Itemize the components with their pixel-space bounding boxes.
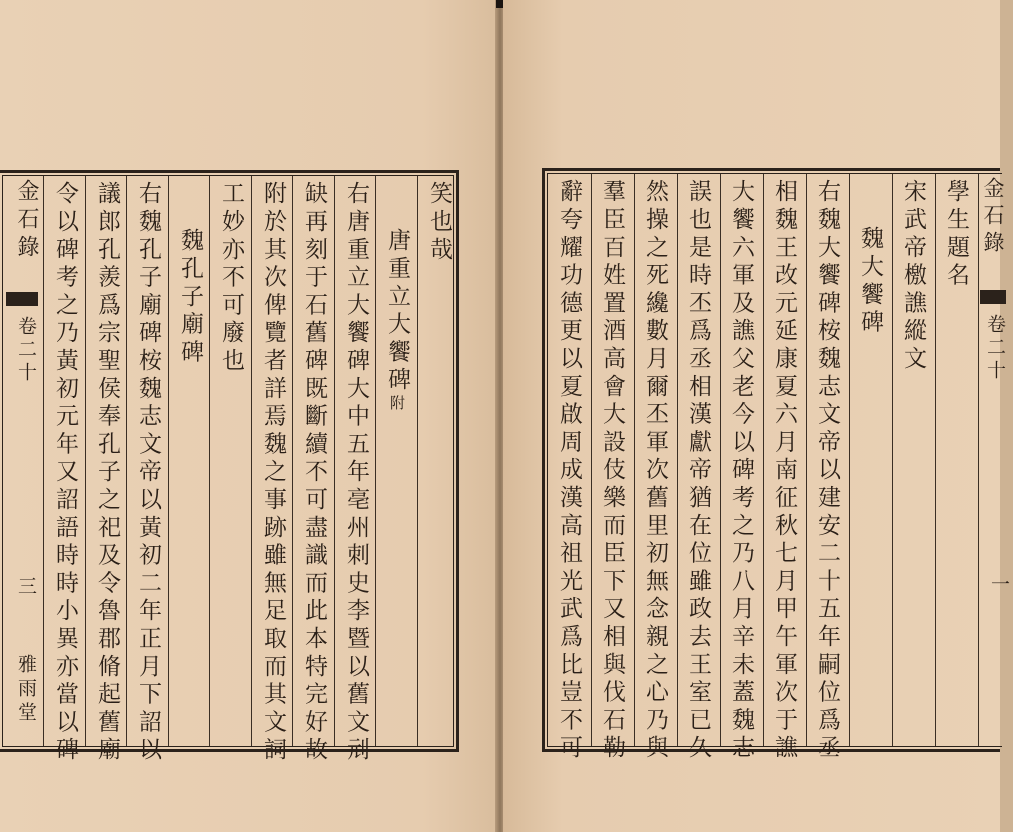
- column-rule: [892, 174, 893, 746]
- fold-juan: 卷二十: [984, 314, 1006, 383]
- fold-page-number: 三: [15, 576, 37, 599]
- text-column-2: 宋武帝檄譙縱文: [900, 179, 926, 374]
- column-rule: [677, 174, 678, 746]
- column-rule: [334, 176, 335, 746]
- column-rule: [935, 174, 936, 746]
- left-text-frame: [0, 170, 459, 765]
- column-rule: [251, 176, 252, 746]
- left-inner-frame: [2, 175, 454, 765]
- column-rule: [634, 174, 635, 746]
- right-inner-frame: [547, 173, 1010, 763]
- column-rule: [978, 174, 979, 746]
- column-rule: [168, 176, 169, 746]
- text-column-1: 笑也哉: [426, 181, 452, 265]
- text-column-9: 羣臣百姓置酒高會大設伎樂而臣下又相與伐石勒: [599, 179, 625, 763]
- text-column-6: 大饗六軍及譙父老今以碑考之乃八月辛未蓋魏志: [728, 179, 754, 763]
- column-rule: [292, 176, 293, 746]
- fishtail-mark: [980, 290, 1006, 304]
- text-column-9: 議郎孔羨爲宗聖侯奉孔子之祀及令魯郡脩起舊廟: [94, 181, 120, 765]
- text-column-10: 令以碑考之乃黃初元年又詔語時時小異亦當以碑: [52, 181, 78, 765]
- text-column-4: 缺再刻于石舊碑既斷續不可盡識而此本特完好故: [301, 181, 327, 765]
- column-rule: [126, 176, 127, 746]
- text-column-6: 工妙亦不可廢也: [218, 181, 244, 376]
- text-column-heading-2: 魏孔子廟碑: [177, 228, 203, 367]
- text-column-4: 右魏大饗碑桉魏志文帝以建安二十五年嗣位爲丞: [814, 179, 840, 763]
- fold-title: 金石錄: [14, 179, 39, 263]
- text-column-7: 誤也是時丕爲丞相漢獻帝猶在位雖政去王室已久: [685, 179, 711, 763]
- fishtail-mark: [6, 292, 38, 306]
- column-rule: [209, 176, 210, 746]
- column-rule: [806, 174, 807, 746]
- column-rule: [763, 174, 764, 746]
- column-rule: [720, 174, 721, 746]
- fold-title: 金石錄: [981, 177, 1005, 258]
- column-rule: [591, 174, 592, 746]
- text-column-heading: 魏大饗碑: [857, 226, 883, 338]
- column-rule: [849, 174, 850, 746]
- column-rule: [85, 176, 86, 746]
- fold-studio: 雅雨堂: [15, 654, 37, 726]
- fold-page-number: 一: [988, 574, 1010, 597]
- fold-juan: 卷二十: [15, 316, 37, 385]
- heading-note: 附: [388, 394, 406, 415]
- right-text-frame: [542, 168, 1010, 763]
- text-column-8: 右魏孔子廟碑桉魏志文帝以黃初二年正月下詔以: [135, 181, 161, 765]
- text-column-10: 辭夸耀功德更以夏啟周成漢高祖光武爲比豈不可: [556, 179, 582, 763]
- text-column-5: 相魏王改元延康夏六月南征秋七月甲午軍次于譙: [771, 179, 797, 763]
- heading-text: 唐重立大饗碑: [384, 228, 410, 395]
- text-column-1: 學生題名: [943, 179, 969, 291]
- column-rule: [43, 176, 44, 746]
- text-column-3: 右唐重立大饗碑大中五年亳州刺史李暨以舊文刓: [343, 181, 369, 765]
- column-rule: [417, 176, 418, 746]
- column-rule: [375, 176, 376, 746]
- text-column-5: 附於其次俾覽者詳焉魏之事跡雖無足取而其文詞: [260, 181, 286, 765]
- left-page: [0, 0, 497, 832]
- text-column-heading: [379, 228, 415, 741]
- text-column-8: 然操之死纔數月爾丕軍次舊里初無念親之心乃與: [642, 179, 668, 763]
